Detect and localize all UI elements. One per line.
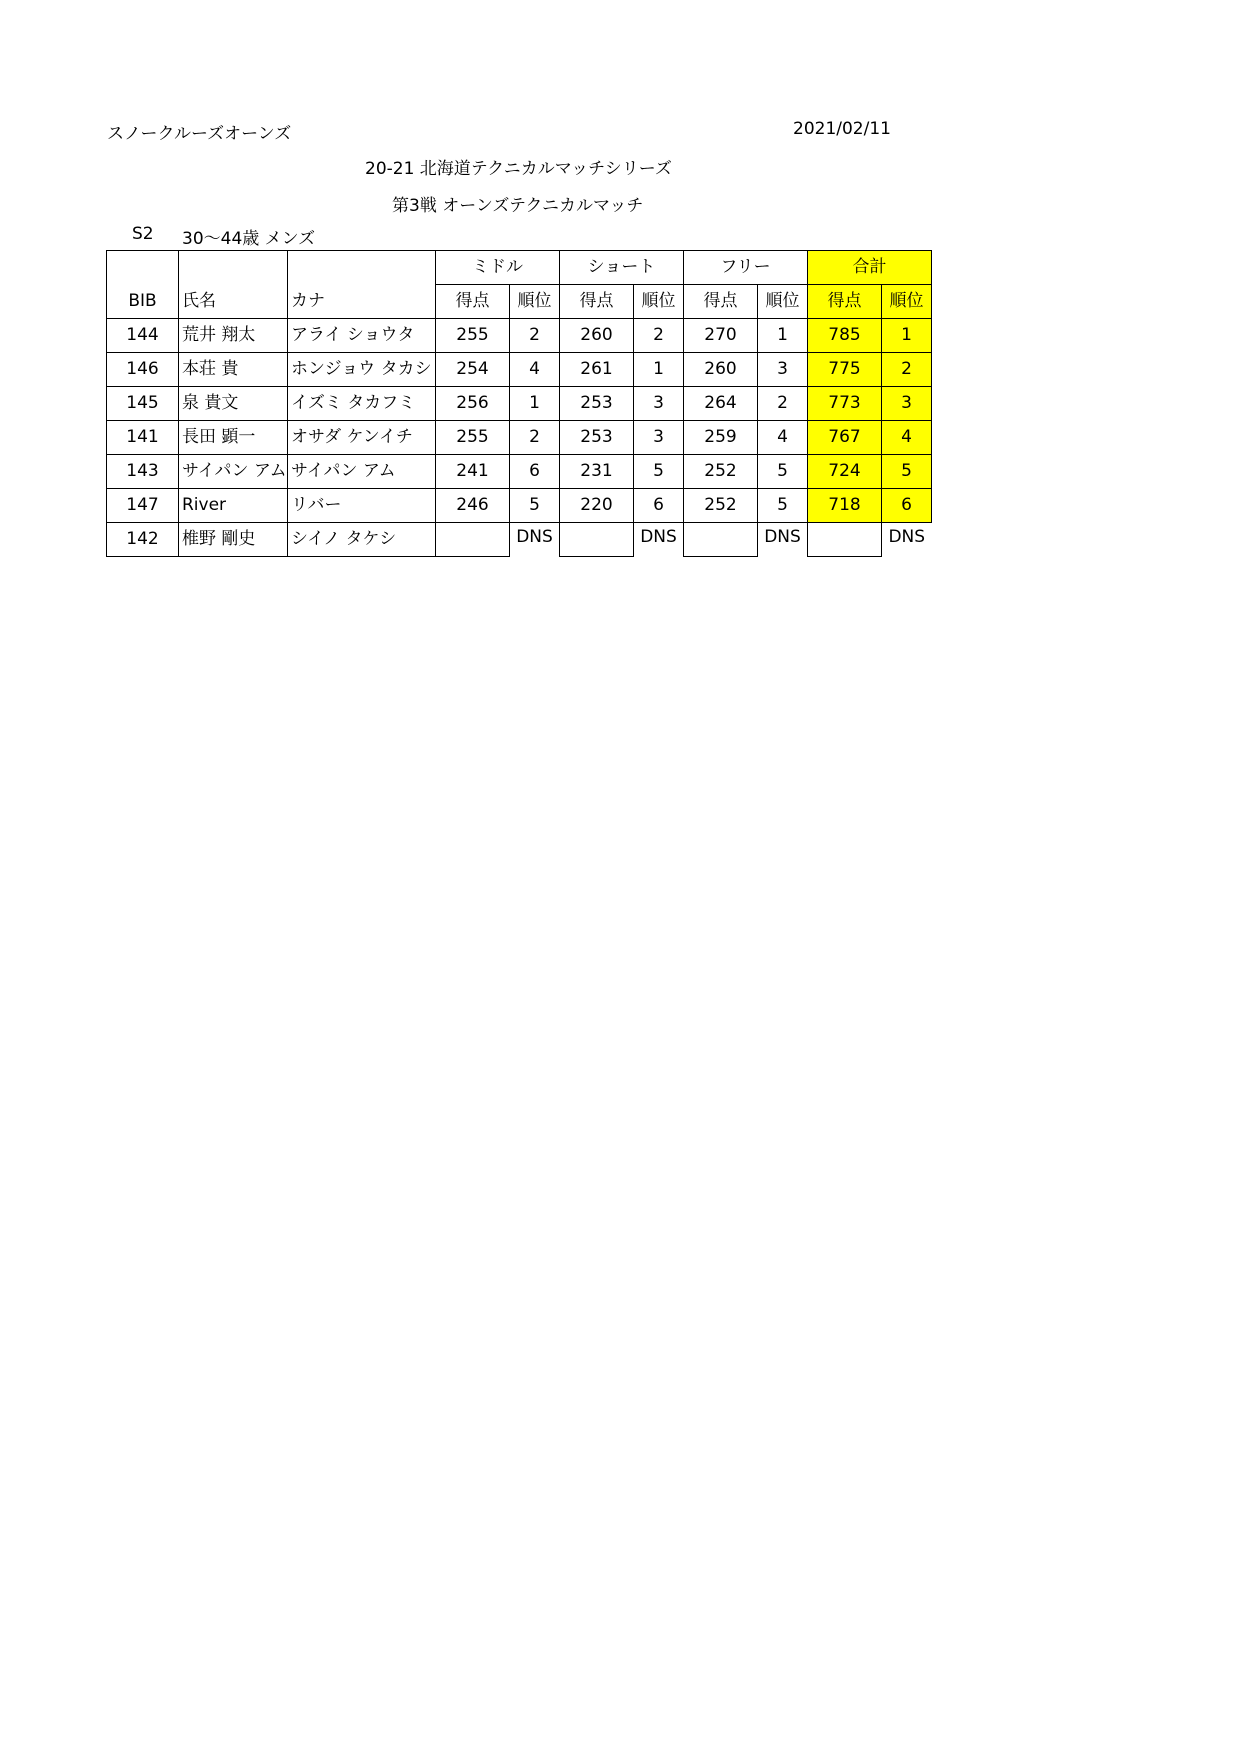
class-code: S2	[132, 224, 154, 244]
short-rank: 1	[634, 353, 684, 387]
header-group-short: ショート	[560, 251, 684, 285]
results-table	[106, 250, 932, 557]
table-row	[107, 455, 932, 489]
header-score: 得点	[436, 285, 510, 319]
total-rank: 4	[882, 421, 932, 455]
kana-cell: ホンジョウ タカシ	[288, 353, 436, 387]
middle-score: 254	[436, 353, 510, 387]
name-cell: 長田 顕一	[179, 421, 288, 455]
total-dns: DNS	[888, 527, 926, 547]
short-score: 260	[560, 319, 634, 353]
total-rank: 2	[882, 353, 932, 387]
total-score: 775	[808, 353, 882, 387]
event-date: 2021/02/11	[793, 119, 891, 139]
name-cell: 椎野 剛史	[179, 523, 288, 557]
header-rank: 順位	[758, 285, 808, 319]
bib-cell: 141	[107, 421, 179, 455]
short-score: 261	[560, 353, 634, 387]
kana-cell: シイノ タケシ	[288, 523, 436, 557]
free-score: 260	[684, 353, 758, 387]
kana-cell: リバー	[288, 489, 436, 523]
bib-cell: 142	[107, 523, 179, 557]
name-cell: 本荘 貴	[179, 353, 288, 387]
kana-cell: イズミ タカフミ	[288, 387, 436, 421]
header-rank: 順位	[882, 285, 932, 319]
kana-cell: オサダ ケンイチ	[288, 421, 436, 455]
header-name: 氏名	[179, 251, 288, 319]
middle-dns: DNS	[516, 527, 553, 547]
bib-cell: 145	[107, 387, 179, 421]
middle-score: 256	[436, 387, 510, 421]
name-cell: River	[179, 489, 288, 523]
total-rank: 3	[882, 387, 932, 421]
total-score: 785	[808, 319, 882, 353]
free-score: 264	[684, 387, 758, 421]
short-rank: 6	[634, 489, 684, 523]
middle-rank: 2	[510, 319, 560, 353]
short-rank: 3	[634, 387, 684, 421]
middle-score: 255	[436, 319, 510, 353]
kana-cell: アライ ショウタ	[288, 319, 436, 353]
header-row-groups	[107, 251, 932, 285]
middle-score: 246	[436, 489, 510, 523]
kana-cell: サイパン アム	[288, 455, 436, 489]
total-rank: 5	[882, 455, 932, 489]
short-rank: 3	[634, 421, 684, 455]
header-group-middle: ミドル	[436, 251, 560, 285]
table-row	[107, 489, 932, 523]
bib-cell: 143	[107, 455, 179, 489]
series-title: 20-21 北海道テクニカルマッチシリーズ	[365, 159, 672, 179]
name-cell: 泉 貴文	[179, 387, 288, 421]
total-score: 724	[808, 455, 882, 489]
table-row	[107, 421, 932, 455]
short-score: 253	[560, 421, 634, 455]
short-score: 253	[560, 387, 634, 421]
event-title: 第3戦 オーンズテクニカルマッチ	[392, 196, 644, 216]
table-row	[107, 353, 932, 387]
table-row-dns	[107, 523, 932, 557]
middle-rank: 1	[510, 387, 560, 421]
total-score: 773	[808, 387, 882, 421]
total-score: 718	[808, 489, 882, 523]
free-dns: DNS	[764, 527, 801, 547]
middle-score: 255	[436, 421, 510, 455]
header-group-free: フリー	[684, 251, 808, 285]
free-rank: 3	[758, 353, 808, 387]
free-rank: 1	[758, 319, 808, 353]
header-score: 得点	[684, 285, 758, 319]
free-score: 252	[684, 455, 758, 489]
short-score-empty	[560, 523, 634, 557]
bib-cell: 147	[107, 489, 179, 523]
short-rank: 2	[634, 319, 684, 353]
free-score: 270	[684, 319, 758, 353]
table-row	[107, 387, 932, 421]
free-rank: 2	[758, 387, 808, 421]
free-rank: 5	[758, 455, 808, 489]
name-cell: 荒井 翔太	[179, 319, 288, 353]
total-rank: 6	[882, 489, 932, 523]
short-dns: DNS	[640, 527, 677, 547]
free-score-empty	[684, 523, 758, 557]
free-score: 252	[684, 489, 758, 523]
table-row	[107, 319, 932, 353]
short-score: 231	[560, 455, 634, 489]
header-rank: 順位	[510, 285, 560, 319]
free-rank: 4	[758, 421, 808, 455]
middle-rank: 4	[510, 353, 560, 387]
free-rank: 5	[758, 489, 808, 523]
total-score: 767	[808, 421, 882, 455]
header-score: 得点	[560, 285, 634, 319]
header-rank: 順位	[634, 285, 684, 319]
total-score-empty	[808, 523, 882, 557]
free-score: 259	[684, 421, 758, 455]
bib-cell: 144	[107, 319, 179, 353]
total-rank: 1	[882, 319, 932, 353]
bib-cell: 146	[107, 353, 179, 387]
middle-rank: 2	[510, 421, 560, 455]
header-bib: BIB	[107, 251, 179, 319]
short-rank: 5	[634, 455, 684, 489]
short-score: 220	[560, 489, 634, 523]
venue-name: スノークルーズオーンズ	[107, 124, 292, 144]
name-cell: サイパン アム	[179, 455, 288, 489]
middle-score-empty	[436, 523, 510, 557]
middle-score: 241	[436, 455, 510, 489]
header-kana: カナ	[288, 251, 436, 319]
middle-rank: 6	[510, 455, 560, 489]
header-score: 得点	[808, 285, 882, 319]
header-group-total: 合計	[808, 251, 932, 285]
middle-rank: 5	[510, 489, 560, 523]
class-description: 30～44歳 メンズ	[182, 229, 316, 249]
